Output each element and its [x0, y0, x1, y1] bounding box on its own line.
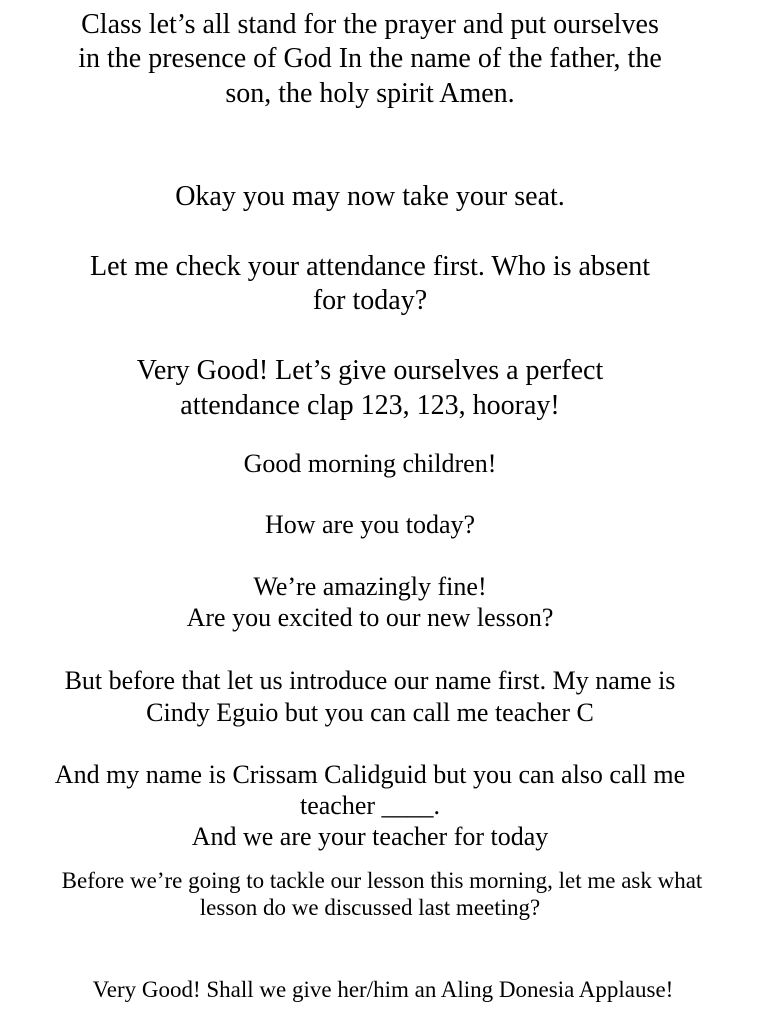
- text-line: Okay you may now take your seat.: [175, 181, 565, 212]
- text-line: lesson do we discussed last meeting?: [199, 895, 541, 920]
- text-line: Before we’re going to tackle our lesson this morning, let me ask what: [61, 868, 703, 893]
- text-line: But before that let us introduce our name first. My name is: [64, 666, 676, 695]
- text-line: for today?: [312, 285, 428, 316]
- text-line: And we are your teacher for today: [191, 822, 549, 851]
- text-line: How are you today?: [264, 510, 476, 539]
- text-line: son, the holy spirit Amen.: [225, 78, 515, 109]
- text-line: Very Good! Let’s give ourselves a perfect: [136, 355, 604, 386]
- text-line: Very Good! Shall we give her/him an Aling Donesia Applause!: [92, 977, 674, 1002]
- text-line: Cindy Eguio but you can call me teacher C: [146, 698, 594, 727]
- text-line: Let me check your attendance first. Who is absent: [89, 251, 651, 282]
- text-line: Good morning children!: [243, 449, 497, 478]
- text-line: in the presence of God In the name of the father, the: [78, 43, 662, 74]
- text-line: teacher ____.: [299, 791, 441, 820]
- text-line: Class let’s all stand for the prayer and put ourselves: [81, 9, 659, 40]
- text-line: We’re amazingly fine!: [253, 572, 487, 601]
- text-line: And my name is Crissam Calidguid but you can also call me: [54, 760, 686, 789]
- text-line: attendance clap 123, 123, hooray!: [180, 390, 560, 421]
- text-line: Are you excited to our new lesson?: [186, 603, 554, 632]
